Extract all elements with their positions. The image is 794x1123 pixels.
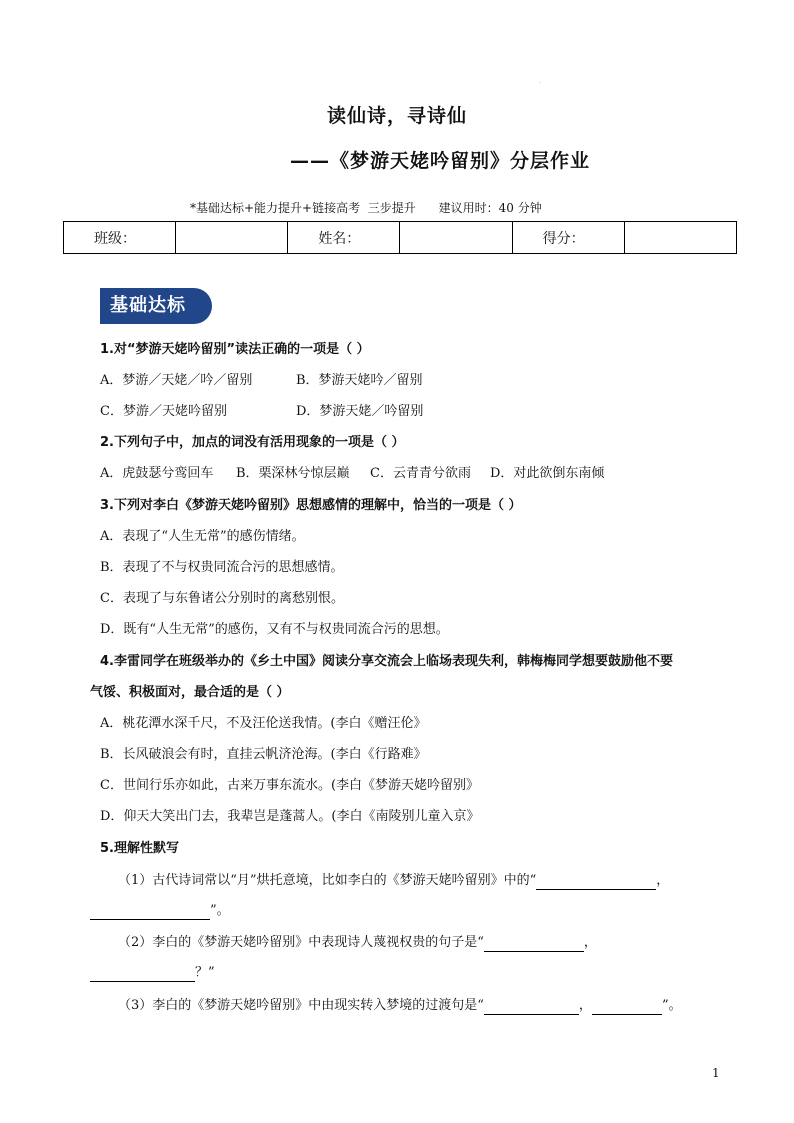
q5-sub1-line1 bbox=[118, 872, 669, 890]
score-field[interactable] bbox=[624, 222, 736, 254]
answer-blank[interactable] bbox=[484, 1000, 579, 1015]
q2-option-b: B．栗深林兮惊层巅 bbox=[236, 466, 350, 481]
q4-stem-line2: 气馁、积极面对，最合适的是（ ） bbox=[90, 685, 290, 700]
name-label: 姓名： bbox=[288, 222, 400, 254]
answer-blank[interactable] bbox=[90, 905, 210, 920]
q1-option-a: A．梦游／天姥／吟／留别 bbox=[100, 373, 253, 388]
q5-sub2-text: （2）李白的《梦游天姥吟留别》中表现诗人蔑视权贵的句子是“ bbox=[118, 935, 484, 950]
answer-blank[interactable] bbox=[484, 937, 584, 952]
q5-sub2-line2 bbox=[90, 964, 215, 982]
q5-stem: 5.理解性默写 bbox=[100, 841, 179, 856]
name-field[interactable] bbox=[400, 222, 512, 254]
page-number: 1 bbox=[712, 1066, 720, 1080]
q2-option-a: A．虎鼓瑟兮鸾回车 bbox=[100, 466, 214, 481]
q5-sub2-line1 bbox=[118, 934, 597, 952]
class-field[interactable] bbox=[176, 222, 288, 254]
q2-option-c: C．云青青兮欲雨 bbox=[370, 466, 471, 481]
page-title: 读仙诗，寻诗仙 bbox=[326, 105, 467, 127]
q5-sub3-text: （3）李白的《梦游天姥吟留别》中由现实转入梦境的过渡句是“ bbox=[118, 998, 484, 1013]
score-label: 得分： bbox=[512, 222, 624, 254]
q5-sub2-end: ？” bbox=[195, 965, 215, 980]
section-banner: 基础达标 bbox=[100, 288, 212, 324]
q2-stem: 2.下列句子中，加点的词没有活用现象的一项是（ ） bbox=[100, 435, 405, 450]
q4-stem-line1: 4.李雷同学在班级举办的《乡土中国》阅读分享交流会上临场表现失利，韩梅梅同学想要鼓励他不要 bbox=[100, 654, 673, 669]
q2-option-d: D．对此欲倒东南倾 bbox=[490, 466, 605, 481]
q4-option-c: C．世间行乐亦如此，古来万事东流水。(李白《梦游天姥吟留别》 bbox=[100, 778, 480, 793]
q3-stem: 3.下列对李白《梦游天姥吟留别》思想感情的理解中，恰当的一项是（ ） bbox=[100, 498, 522, 513]
answer-blank[interactable] bbox=[592, 1000, 662, 1015]
q3-option-a: A．表现了“人生无常”的感伤情绪。 bbox=[100, 529, 305, 544]
student-info-table bbox=[63, 221, 737, 254]
answer-blank[interactable] bbox=[536, 875, 656, 890]
q4-option-d: D．仰天大笑出门去，我辈岂是蓬蒿人。(李白《南陵别儿童入京》 bbox=[100, 809, 480, 824]
page-subtitle: ——《梦游天姥吟留别》分层作业 bbox=[290, 150, 591, 172]
q5-sub1-line2 bbox=[90, 902, 230, 920]
answer-blank[interactable] bbox=[90, 967, 195, 982]
q3-option-b: B．表现了不与权贵同流合污的思想感情。 bbox=[100, 560, 344, 575]
q5-sub1-end: ”。 bbox=[210, 903, 230, 918]
q1-option-b: B．梦游天姥吟／留别 bbox=[296, 373, 423, 388]
q1-option-c: C．梦游／天姥吟留别 bbox=[100, 404, 227, 419]
q5-sub3-comma: ， bbox=[578, 998, 592, 1013]
q5-sub3-end: ”。 bbox=[661, 998, 682, 1013]
q5-sub2-comma: ， bbox=[583, 935, 597, 950]
q4-option-b: B．长风破浪会有时，直挂云帆济沧海。(李白《行路难》 bbox=[100, 747, 427, 762]
assignment-meta: *基础达标+能力提升+链接高考 三步提升 建议用时：40 分钟 bbox=[190, 201, 542, 215]
q5-sub1-text: （1）古代诗词常以“月”烘托意境，比如李白的《梦游天姥吟留别》中的“ bbox=[118, 873, 537, 888]
class-label: 班级： bbox=[64, 222, 176, 254]
stray-mark: · bbox=[539, 80, 541, 87]
q1-stem: 1.对“梦游天姥吟留别”读法正确的一项是（ ） bbox=[100, 342, 370, 357]
q4-option-a: A．桃花潭水深千尺，不及汪伦送我情。(李白《赠汪伦》 bbox=[100, 716, 427, 731]
q3-option-d: D．既有“人生无常”的感伤，又有不与权贵同流合污的思想。 bbox=[100, 622, 449, 637]
q3-option-c: C．表现了与东鲁诸公分别时的离愁别恨。 bbox=[100, 591, 344, 606]
q1-option-d: D．梦游天姥／吟留别 bbox=[296, 404, 424, 419]
q5-sub1-comma: ， bbox=[656, 873, 670, 888]
q5-sub3-line1 bbox=[118, 997, 682, 1015]
